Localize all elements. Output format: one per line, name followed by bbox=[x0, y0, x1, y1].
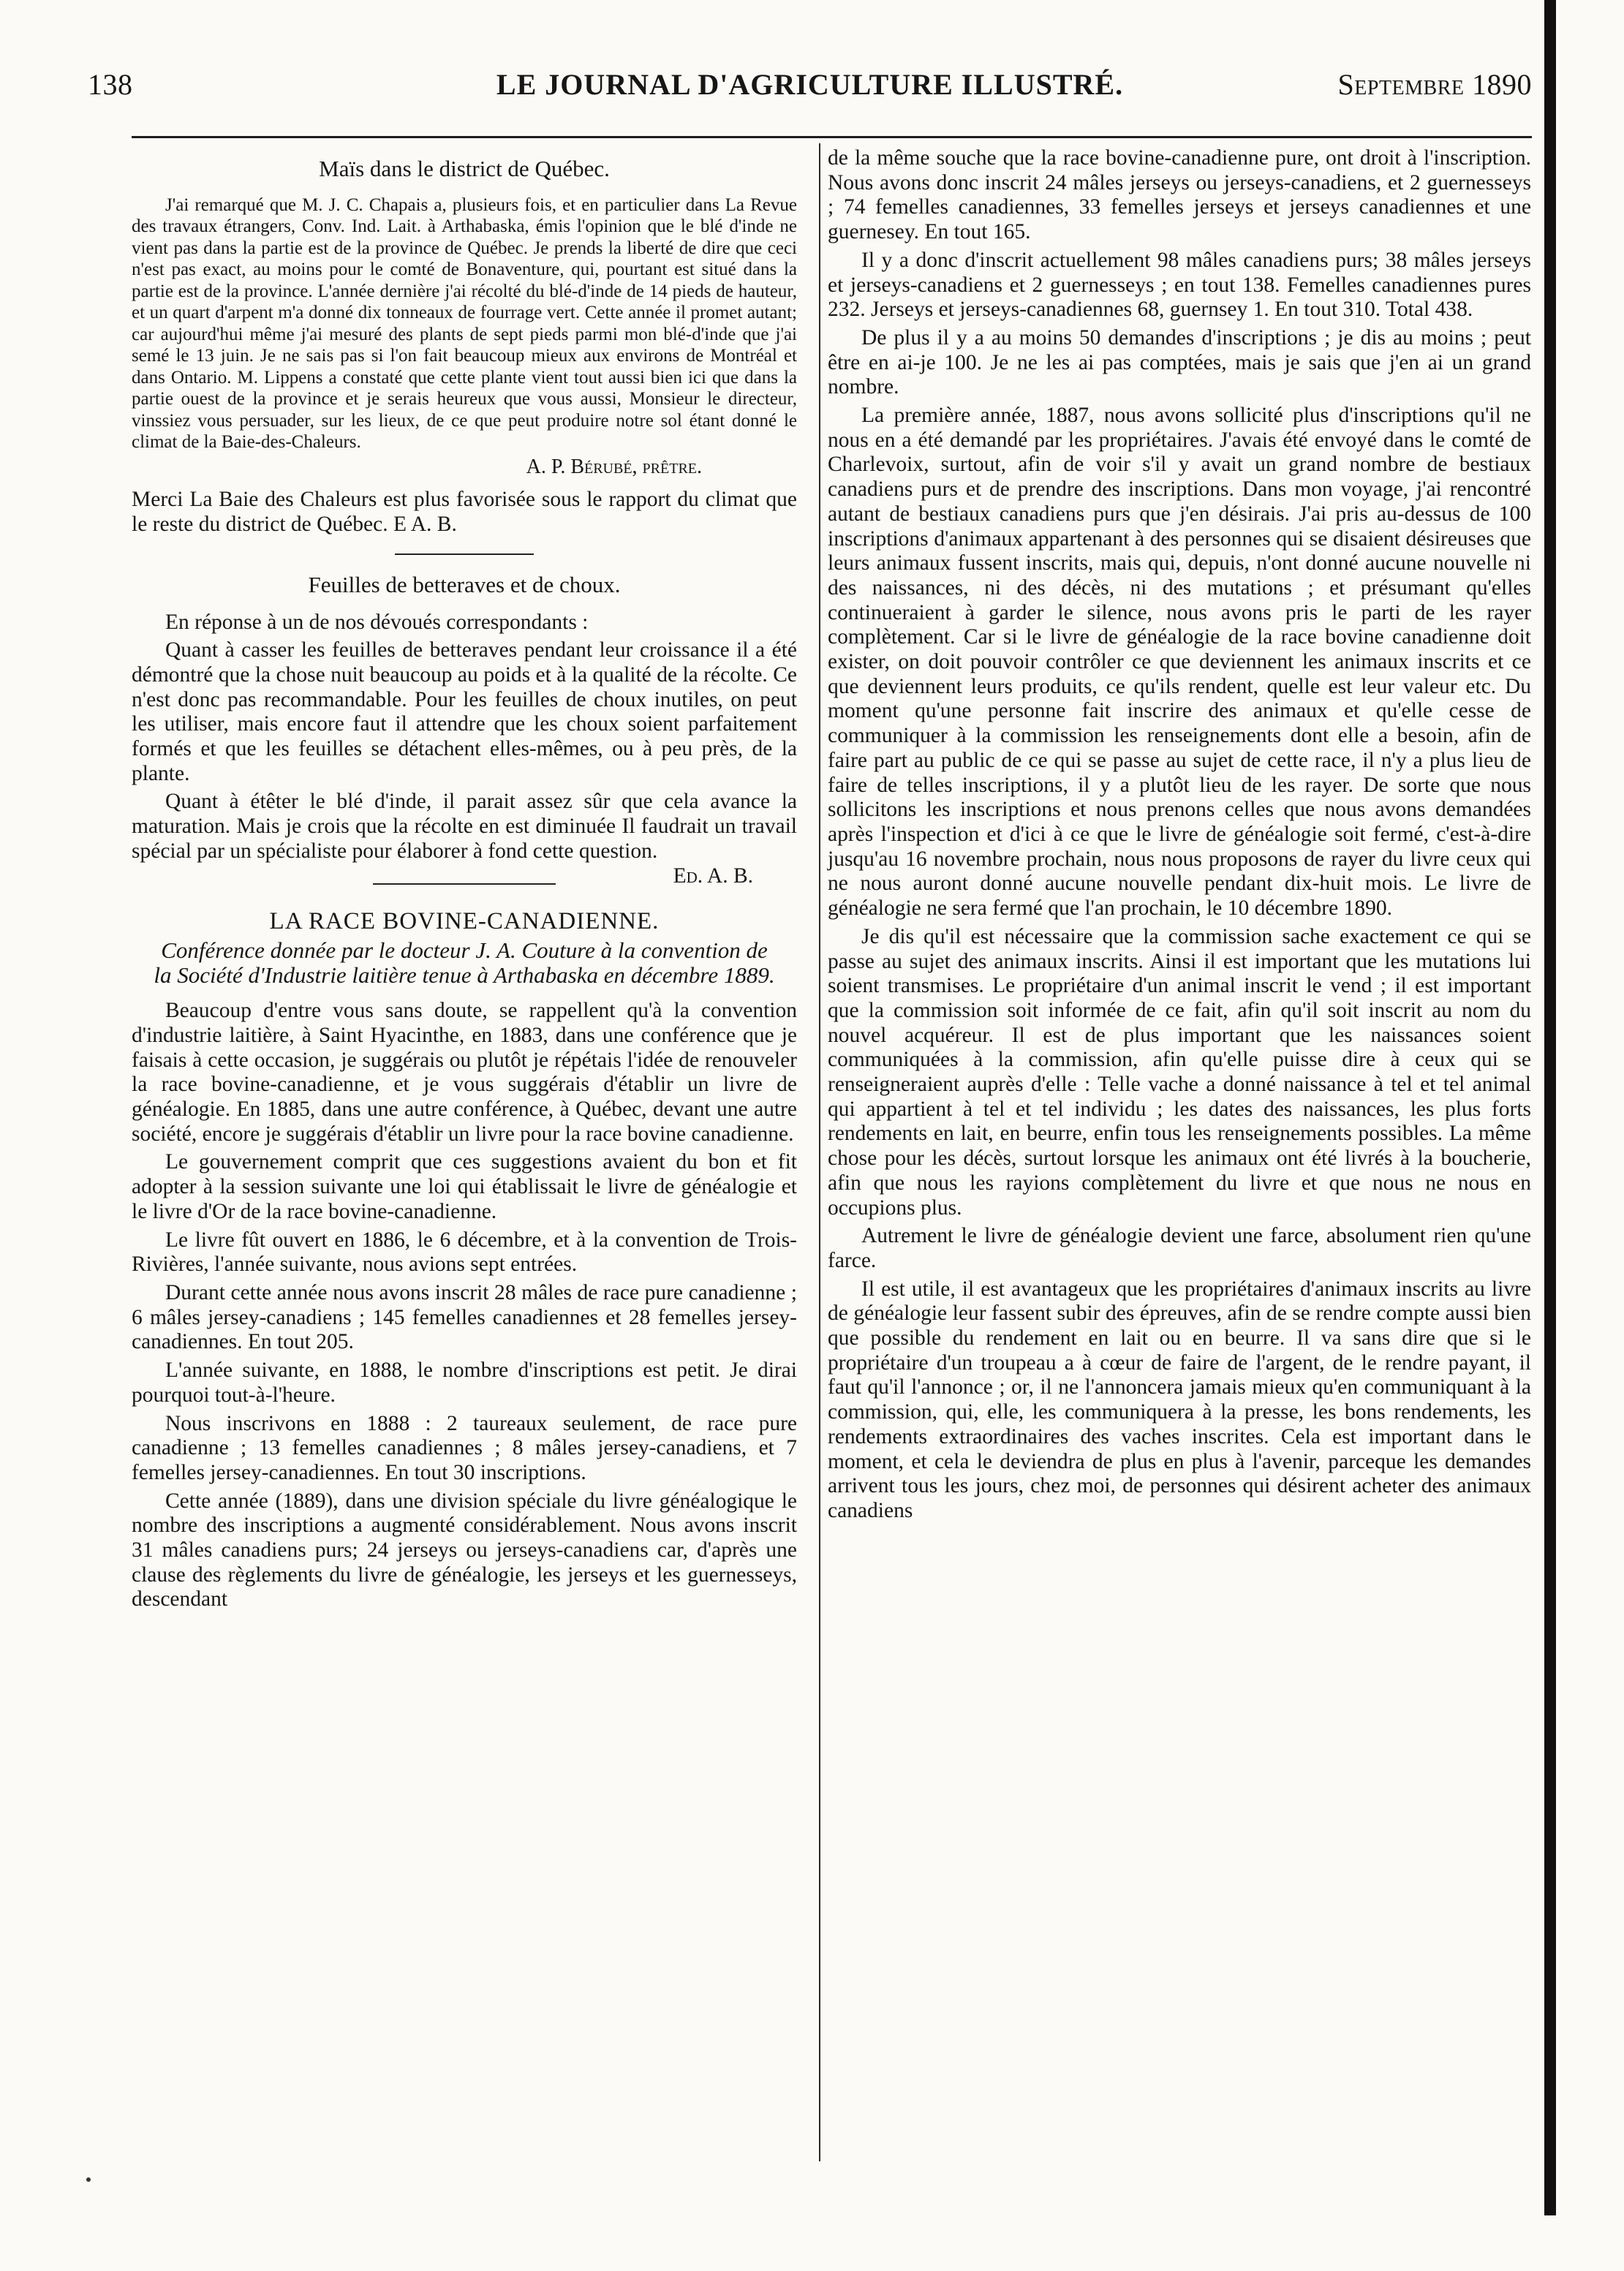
paragraph: Quant à casser les feuilles de betteraves pendant leur croissance il a été démontré que la chose nuit beaucoup au poids et à la qualité de la récolte. Ce n'est donc pas recommandable. Pour les feuilles de choux inutiles, on peut les utiliser, mais encore faut il attendre que les choux soient parfaitement formés et que les feuilles se détachent elles-mêmes, ou à peu près, de la plante. bbox=[132, 638, 797, 785]
paragraph: Beaucoup d'entre vous sans doute, se rappellent qu'à la convention d'industrie laitière, à Saint Hyacinthe, en 1883, dans une conférence que je faisais à cette occasion, je suggérais ou plutôt je répétais l'idée de renouveler la race bovine-canadienne, et je vous suggérais d'établir un livre de généalogie. En 1885, dans une autre conférence, à Québec, devant une autre société, encore je suggérais d'établir un livre pour la race bovine canadienne. bbox=[132, 999, 797, 1146]
paragraph: En réponse à un de nos dévoués correspondants : bbox=[165, 610, 589, 634]
right-column bbox=[828, 146, 1531, 1527]
editor-signature: Ed. A. B. bbox=[673, 864, 753, 888]
paragraph: Le livre fût ouvert en 1886, le 6 décembre, et à la convention de Trois-Rivières, l'année suivante, nous avions sept entrées. bbox=[132, 1228, 797, 1277]
column-divider bbox=[819, 143, 820, 2161]
paragraph: de la même souche que la race bovine-canadienne pure, ont droit à l'inscription. Nous avons donc inscrit 24 mâles jerseys ou jerseys-canadiens, et 2 guernesseys ; 74 femelles canadiennes, 33 femelles jerseys et jerseys canadiennes et une guernesey. En tout 165. bbox=[828, 146, 1531, 244]
paragraph: L'année suivante, en 1888, le nombre d'inscriptions est petit. Je dirai pourquoi tout-à-l'heure. bbox=[132, 1359, 797, 1407]
paragraph: La première année, 1887, nous avons sollicité plus d'inscriptions qu'il ne nous en a été demandé par les propriétaires. J'avais été envoyé dans le comté de Charlevoix, surtout, afin de voir s'il y avait un grand nombre de bestiaux canadiens purs et de prendre des inscriptions. Dans mon voyage, j'ai rencontré autant de bestiaux canadiens purs que j'en désirais. J'ai pris au-dessus de 100 inscriptions d'animaux appartenant à des personnes qui se disaient désireuses que leurs animaux fussent inscrits, mais qui, depuis, n'ont donné aucune nouvelle ni des naissances, ni des décès, ni des mutations ; et présumant qu'elles continueraient à garder le silence, nous avons pris le parti de les rayer complètement. Car si le livre de généalogie de la race bovine canadienne doit exister, on doit pouvoir contrôler ce que deviennent les animaux inscrits et ce que deviennent leurs produits, ce qu'ils rendent, quelle est leur valeur etc. Du moment qu'une personne fait inscrire des animaux et qu'elle cesse de communiquer à la commission les renseignements dont elle a besoin, afin de faire part au public de ce qui se passe au sujet de cette race, il n'y a plus lieu de faire de telles inscriptions, il y a plutôt lieu de les rayer. De sorte que nous sollicitons les inscriptions et nous prenons celles que nous avons demandées après l'inspection et d'ici à ce que le livre de généalogie soit fermé, c'est-à-dire jusqu'au 16 novembre prochain, nous nous proposons de rayer du livre ceux qui ne nous auront donné aucune nouvelle pendant dix-huit mois. Le livre de généalogie ne sera fermé que l'an prochain, le 10 décembre 1890. bbox=[828, 404, 1531, 921]
binding-edge bbox=[1544, 0, 1556, 2215]
letter-signature: A. P. Bérubé, prêtre. bbox=[526, 455, 702, 478]
paragraph: Autrement le livre de généalogie devient une farce, absolument rien qu'une farce. bbox=[828, 1224, 1531, 1272]
paragraph: Le gouvernement comprit que ces suggestions avaient du bon et fit adopter à la session suivante une loi qui établissait le livre de généalogie et le livre d'Or de la race bovine-canadienne. bbox=[132, 1150, 797, 1223]
editor-note: Merci La Baie des Chaleurs est plus favorisée sous le rapport du climat que le reste du district de Québec. E A. B. bbox=[132, 488, 797, 537]
paragraph-text: Quant à étêter le blé d'inde, il parait assez sûr que cela avance la maturation. Mais je crois que la récolte en est diminuée Il faudrait un travail spécial par un spécialiste pour élaborer à fond cette question. bbox=[132, 790, 797, 863]
page-header bbox=[88, 67, 1532, 111]
margin-dot bbox=[86, 2177, 91, 2182]
paragraph bbox=[132, 790, 797, 888]
paragraph: Je dis qu'il est nécessaire que la commission sache exactement ce qui se passe au sujet des animaux inscrits. Ainsi il est important que les mutations lui soient transmises. Le propriétaire d'un animal inscrit le vend ; il est important que la commission soit informée de ce fait, afin qu'il soit inscrit au nom du nouvel acquéreur. Il est de plus important que les naissances soient communiquées à la commission, afin qu'elle puisse dire à ceux qui se renseigneraient auprès d'elle : Telle vache a donné naissance à tel et tel animal qui appartient à tel et tel individu ; les dates des naissances, les plus forts rendements en lait, en beurre, enfin tous les renseignements possibles. La même chose pour les décès, surtout lorsque les animaux ont été livrés à la boucherie, afin que nous les rayions complètement du livre et que nous ne nous en occupions plus. bbox=[828, 924, 1531, 1220]
paragraph: Il est utile, il est avantageux que les propriétaires d'animaux inscrits au livre de généalogie leur fassent subir des épreuves, afin de se rendre compte aussi bien que possible du rendement en lait ou en beurre. Il va sans dire que si le propriétaire d'un troupeau a à cœur de faire de l'argent, de le rendre payant, il faut qu'il l'annonce ; or, il ne l'annoncera jamais mieux qu'en communiquant à la commission, qui, elle, les communiquera à la presse, les bons rendements, les rendements extraordinaires des vaches inscrites. Cela est important dans le moment, et cela le deviendra de plus en plus à l'avenir, parceque les demandes arrivent tous les jours, chez moi, de personnes qui désirent acheter des animaux canadiens bbox=[828, 1277, 1531, 1522]
left-column bbox=[132, 146, 797, 1616]
section-separator bbox=[373, 883, 556, 885]
page-number: 138 bbox=[88, 68, 133, 101]
section-title-feuilles: Feuilles de betteraves et de choux. bbox=[308, 571, 621, 597]
letter-berube bbox=[132, 194, 797, 453]
paragraph: Durant cette année nous avons inscrit 28 mâles de race pure canadienne ; 6 mâles jersey-canadiens ; 145 femelles canadiennes et 28 femelles jersey-canadiennes. En tout 205. bbox=[132, 1280, 797, 1354]
paragraph: De plus il y a au moins 50 demandes d'inscriptions ; je dis au moins ; peut être en ai-je 100. Je ne les ai pas comptées, mais je sais que j'en ai un grand nombre. bbox=[828, 325, 1531, 399]
paragraph: Cette année (1889), dans une division spéciale du livre généalogique le nombre des inscriptions a augmenté considérablement. Nous avons inscrit 31 mâles canadiens purs; 24 jerseys ou jerseys-canadiens car, d'après une clause des règlements du livre de généalogie, les jerseys et les guernesseys, descendant bbox=[132, 1489, 797, 1611]
article-subtitle: Conférence donnée par le docteur J. A. Couture à la convention de la Société d'Industrie laitière tenue à Arthabaska en décembre 1889. bbox=[154, 937, 775, 988]
paragraph: Il y a donc d'inscrit actuellement 98 mâles canadiens purs; 38 mâles jerseys et jerseys-canadiens et 2 guernesseys ; en tout 138. Femelles canadiennes pures 232. Jerseys et jerseys-canadiennes 68, guernsey 1. En tout 310. Total 438. bbox=[828, 248, 1531, 322]
section-separator bbox=[395, 553, 534, 555]
article-title: LA RACE BOVINE-CANADIENNE. bbox=[269, 907, 660, 934]
section-title-mais: Maïs dans le district de Québec. bbox=[319, 156, 610, 181]
letter-body: J'ai remarqué que M. J. C. Chapais a, plusieurs fois, et en particulier dans La Revue des travaux étrangers, Conv. Ind. Lait. à Arthabaska, émis l'opinion que le blé d'inde ne vient pas dans la partie est de la province de Québec. Je prends la liberté de dire que ceci n'est pas exact, au moins pour le comté de Bonaventure, qui, pourtant est situé dans la partie est de la province. L'année dernière j'ai récolté du blé-d'inde de 14 pieds de hauteur, et un quart d'arpent m'a donné dix tonneaux de fourrage vert. Cette année il promet autant; car aujourd'hui même j'ai mesuré des plants de sept pieds parmi mon blé-d'inde que j'ai semé le 13 juin. Je ne sais pas si l'on fait beaucoup mieux aux environs de Montréal et dans Ontario. M. Lippens a constaté que cette plante vient tout aussi bien ici que dans la partie ouest de la province et je serais heureux que vous aussi, Monsieur le directeur, vinssiez vous persuader, sur les lieux, de ce que peut produire notre sol étant donné le climat de la Baie-des-Chaleurs. bbox=[132, 194, 797, 453]
header-rule bbox=[132, 136, 1532, 138]
journal-title: LE JOURNAL D'AGRICULTURE ILLUSTRÉ. bbox=[496, 68, 1124, 101]
paragraph: Nous inscrivons en 1888 : 2 taureaux seulement, de race pure canadienne ; 13 femelles canadiennes ; 8 mâles jersey-canadiens, et 7 femelles jersey-canadiennes. En tout 30 inscriptions. bbox=[132, 1411, 797, 1484]
issue-date: Septembre 1890 bbox=[1337, 68, 1532, 101]
